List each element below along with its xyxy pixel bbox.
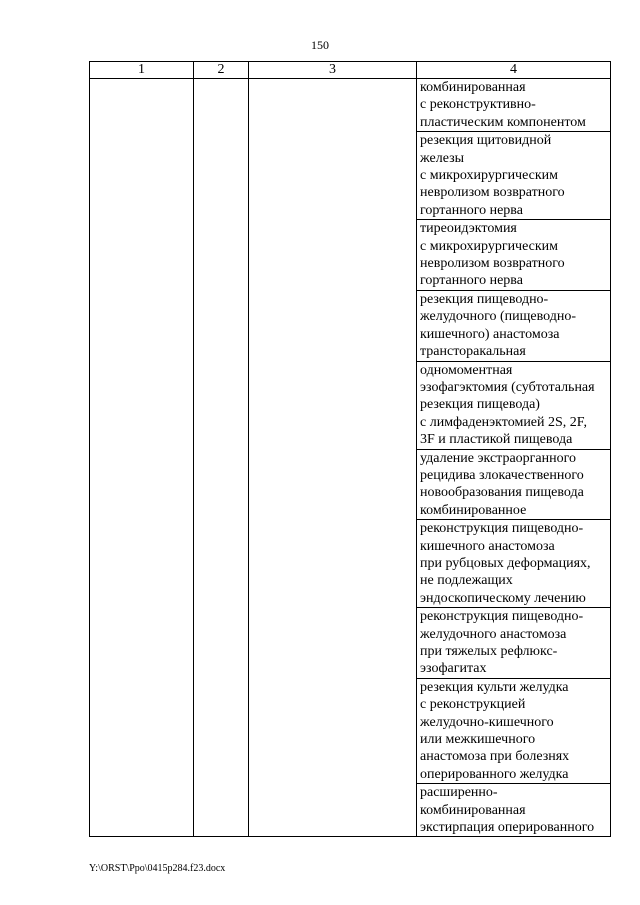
column-header-3: 3: [249, 62, 417, 79]
col-3-cell: [249, 79, 417, 837]
procedure-line: при тяжелых рефлюкс-: [420, 644, 558, 659]
procedure-line: резекция культи желудка: [420, 679, 569, 695]
procedure-line: реконструкция пищеводно-: [420, 521, 584, 537]
procedure-line: резекция пищеводно-: [420, 291, 549, 307]
procedure-cell: [417, 220, 611, 291]
procedure-line: с реконструкцией: [420, 697, 526, 713]
procedure-line: одномоментная: [420, 362, 513, 378]
table-body: [90, 62, 611, 837]
procedure-line: кишечного) анастомоза: [420, 326, 560, 342]
procedure-line: пластическим компонентом: [420, 114, 586, 130]
procedure-cell: [417, 520, 611, 608]
procedure-line: гортанного нерва: [420, 273, 523, 289]
procedure-line: комбинированная: [420, 802, 526, 818]
procedure-line: желудочного (пищеводно-: [420, 309, 577, 325]
procedure-line: удаление экстраорганного: [420, 450, 576, 466]
procedure-line: 3F и пластикой пищевода: [420, 432, 573, 448]
procedure-cell: [417, 608, 611, 679]
procedure-line: с микрохирургическим: [420, 238, 559, 254]
procedure-line: реконструкция пищеводно-: [420, 609, 584, 625]
procedure-cell: [417, 678, 611, 783]
procedure-line: с микрохирургическим: [420, 168, 559, 184]
procedure-cell: [417, 361, 611, 449]
procedure-line: комбинированная: [420, 80, 526, 95]
procedure-line: эзофагитах: [420, 661, 487, 677]
procedures-table: [89, 61, 611, 837]
procedure-line: невролизом возвратного: [420, 256, 565, 272]
procedure-line: желудочного анастомоза: [420, 626, 567, 642]
procedure-line: трансторакальная: [420, 344, 526, 360]
procedure-cell: [417, 79, 611, 132]
procedure-line: экстирпация оперированного: [420, 820, 595, 836]
column-header-4: 4: [417, 62, 611, 79]
col-1-cell: [90, 79, 194, 837]
procedure-line: эзофагэктомия (субтотальная: [420, 379, 595, 395]
procedure-line: резекция щитовидной: [420, 133, 552, 149]
procedure-line: рецидива злокачественного: [420, 467, 584, 483]
procedure-line: с реконструктивно-: [420, 97, 536, 113]
table-header-row: [90, 62, 611, 79]
procedure-line: оперированного желудка: [420, 766, 569, 782]
procedure-cell: [417, 132, 611, 220]
procedure-line: резекция пищевода): [420, 397, 540, 413]
page-number: 150: [311, 38, 329, 52]
procedure-line: кишечного анастомоза: [420, 538, 555, 554]
procedure-line: эндоскопическому лечению: [420, 590, 586, 606]
procedure-line: комбинированное: [420, 502, 527, 518]
procedure-line: при рубцовых деформациях,: [420, 555, 591, 571]
procedure-line: с лимфаденэктомией 2S, 2F,: [420, 414, 587, 430]
table-row: [90, 79, 611, 132]
procedure-line: не подлежащих: [420, 573, 513, 589]
procedure-cell: [417, 449, 611, 520]
column-header-2: 2: [194, 62, 249, 79]
procedure-line: расширенно-: [420, 785, 498, 801]
procedure-cell: [417, 290, 611, 361]
footer-file-path: Y:\ORST\Ppo\0415p284.f23.docx: [89, 863, 226, 874]
procedure-line: анастомоза при болезнях: [420, 749, 570, 765]
procedure-line: или межкишечного: [420, 732, 536, 748]
procedure-line: желудочно-кишечного: [420, 714, 554, 730]
col-2-cell: [194, 79, 249, 837]
procedure-line: железы: [420, 150, 465, 166]
column-header-1: 1: [90, 62, 194, 79]
procedure-line: гортанного нерва: [420, 202, 523, 218]
procedure-line: новообразования пищевода: [420, 485, 584, 501]
procedure-line: невролизом возвратного: [420, 185, 565, 201]
procedure-line: тиреоидэктомия: [420, 221, 517, 237]
procedure-cell: [417, 784, 611, 837]
